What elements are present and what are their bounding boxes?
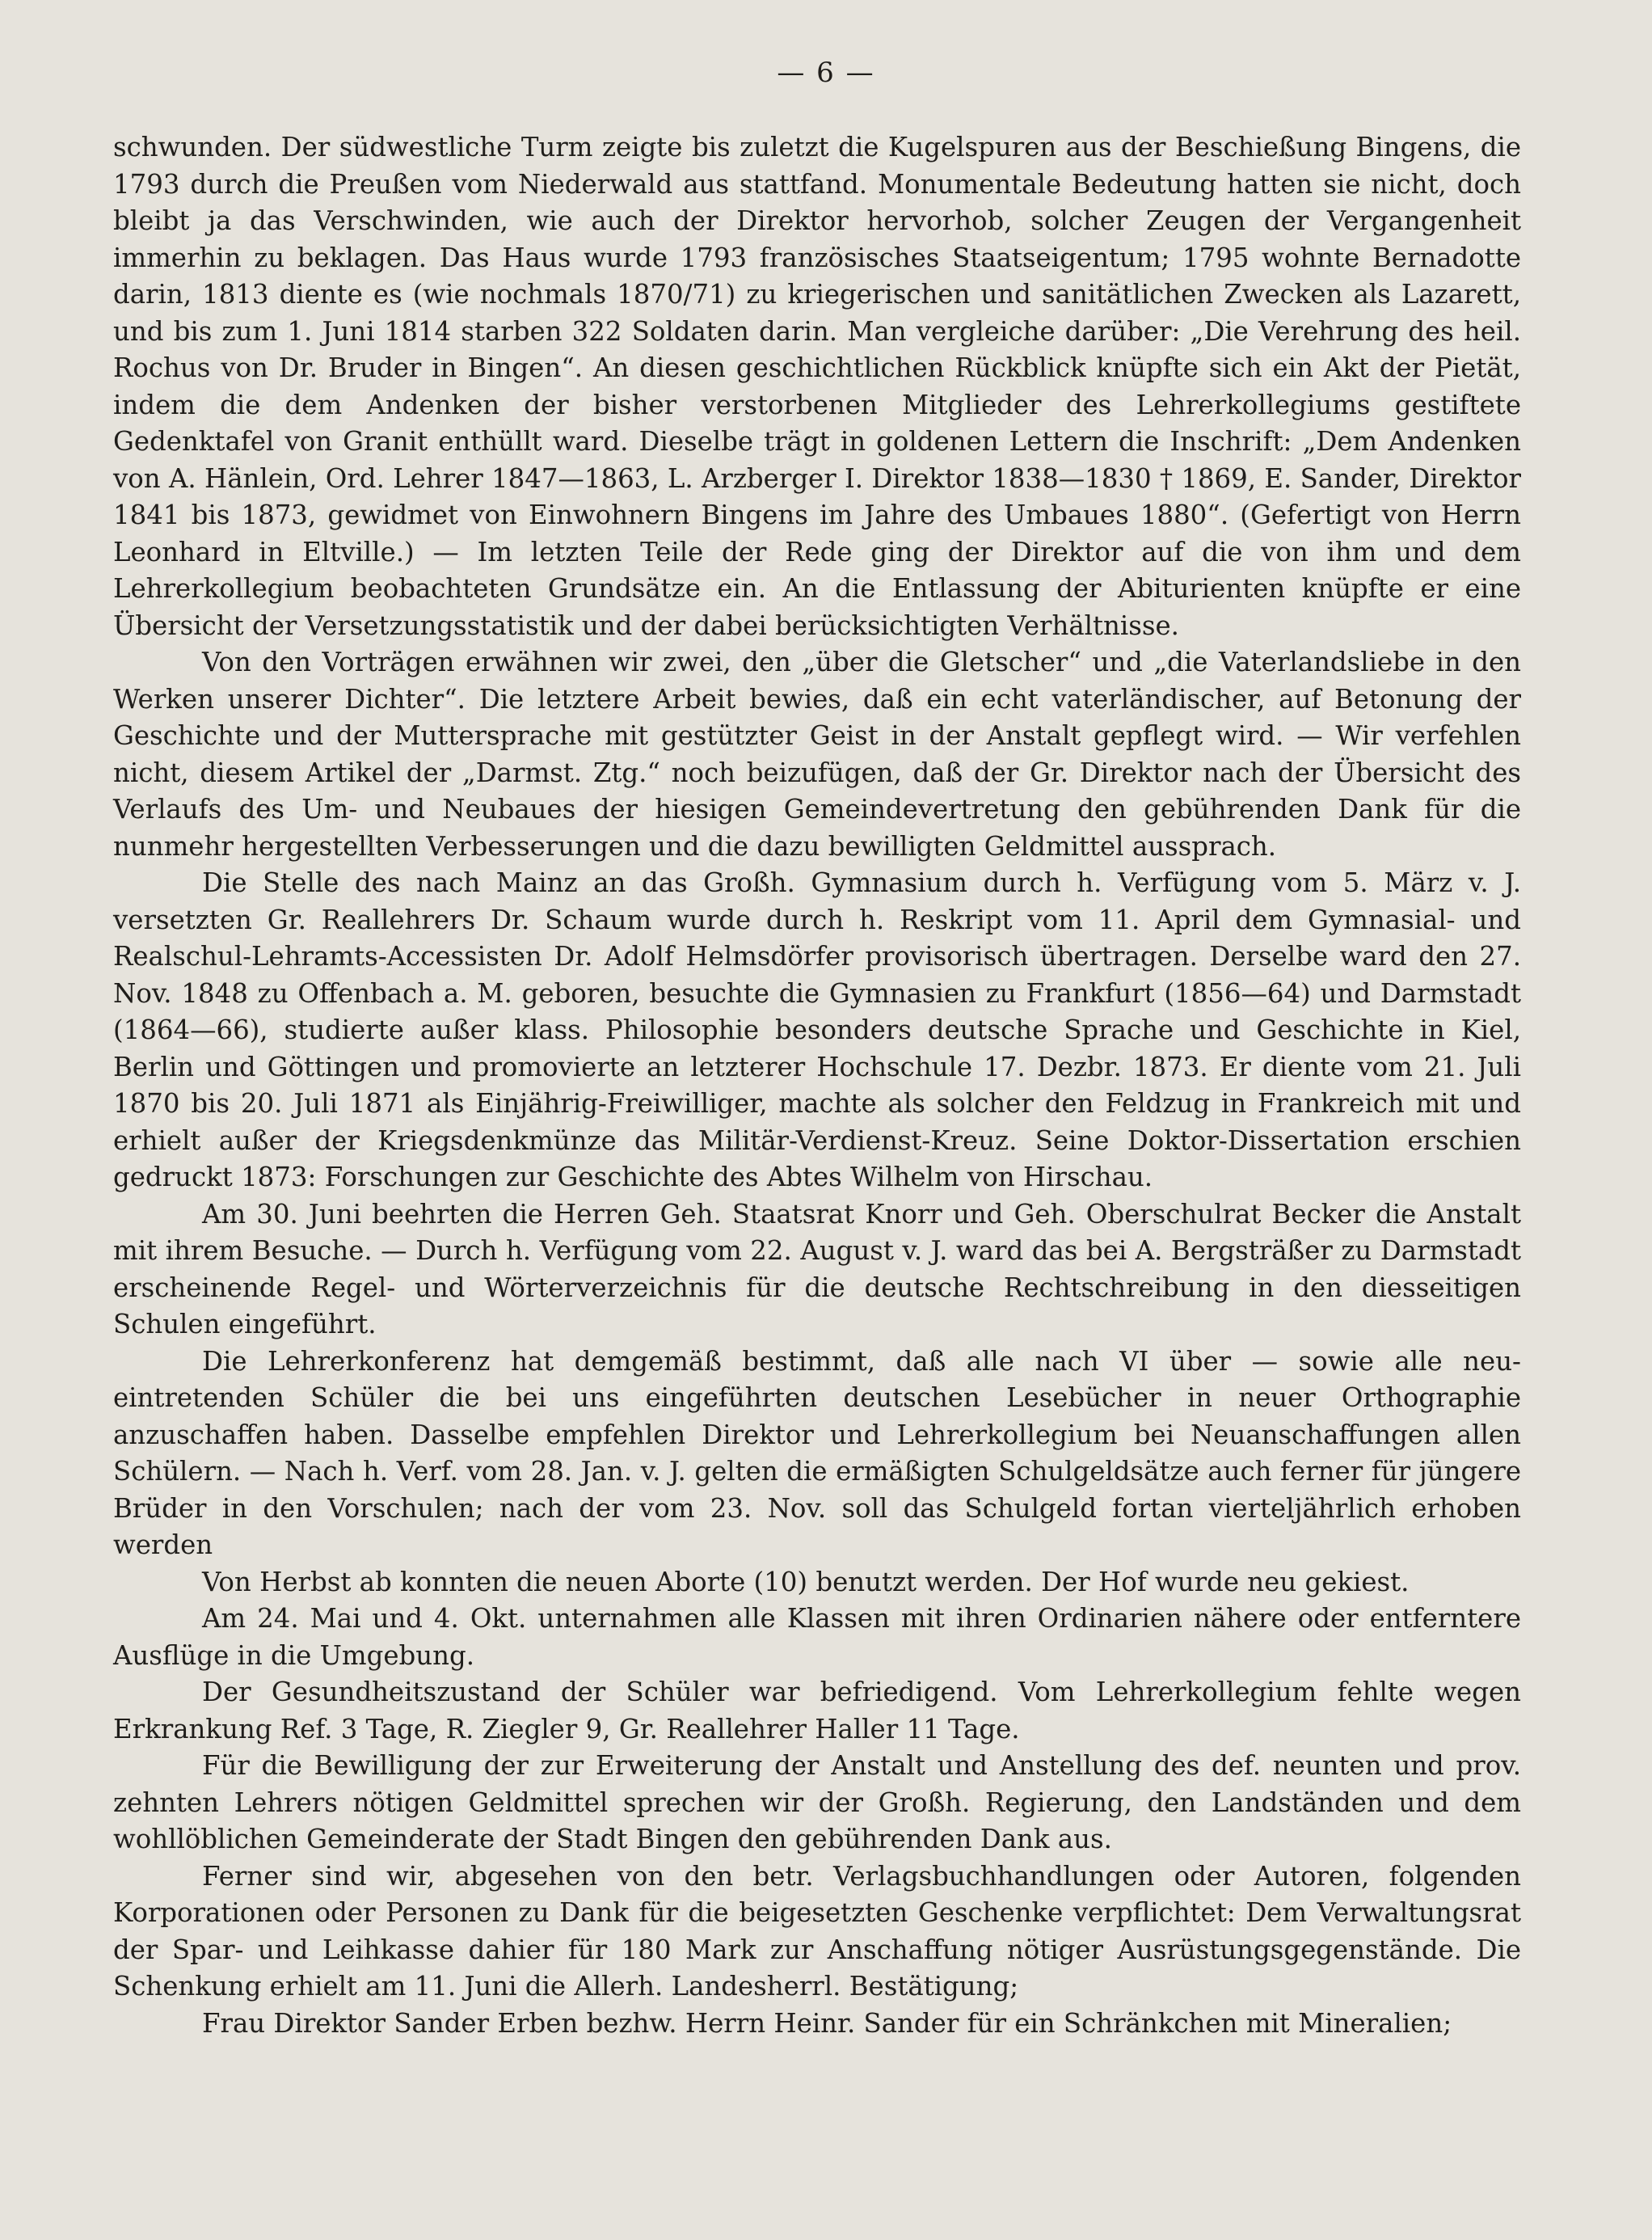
- paragraph-5: Die Lehrerkonferenz hat demgemäß bestimmt, daß alle nach VI über — sowie alle neu-eintretenden Schüler die bei uns eingeführten deutschen Lesebücher in neuer Orthographie anzuschaffen haben. Dasselbe empfehlen Direktor und Lehrerkollegium bei Neuanschaffungen allen Schülern. — Nach h. Verf. vom 28. Jan. v. J. gelten die ermäßigten Schulgeldsätze auch ferner für jüngere Brüder in den Vorschulen; nach der vom 23. Nov. soll das Schulgeld fortan vierteljährlich erhoben werden: [113, 1345, 1521, 1560]
- page-number: — 6 —: [777, 57, 875, 89]
- paragraph-1: schwunden. Der südwestliche Turm zeigte bis zuletzt die Kugelspuren aus der Beschießung Bingens, die 1793 durch die Preußen vom Niederwald aus stattfand. Monumentale Bedeutung hatten sie nicht, doch bleibt ja das Verschwinden, wie auch der Direktor hervorhob, solcher Zeugen der Vergangenheit immerhin zu beklagen. Das Haus wurde 1793 französisches Staatseigentum; 1795 wohnte Bernadotte darin, 1813 diente es (wie nochmals 1870/71) zu kriegerischen und sanitätlichen Zwecken als Lazarett, und bis zum 1. Juni 1814 starben 322 Soldaten darin. Man vergleiche darüber: „Die Verehrung des heil. Rochus von Dr. Bruder in Bingen“. An diesen geschichtlichen Rückblick knüpfte sich ein Akt der Pietät, indem die dem Andenken der bisher verstorbenen Mitglieder des Lehrerkollegiums gestiftete Gedenktafel von Granit enthüllt ward. Dieselbe trägt in goldenen Lettern die Inschrift: „Dem Andenken von A. Hänlein, Ord. Lehrer 1847—1863, L. Arzberger I. Direktor 1838—1830 † 1869, E. Sander, Direktor 1841 bis 1873, gewidmet von Einwohnern Bingens im Jahre des Umbaues 1880“. (Gefertigt von Herrn Leonhard in Eltville.) — Im letzten Teile der Rede ging der Direktor auf die von ihm und dem Lehrerkollegium beobachteten Grundsätze ein. An die Entlassung der Abiturienten knüpfte er eine Übersicht der Versetzungsstatistik und der dabei berücksichtigten Verhältnisse.: [113, 132, 1521, 641]
- paragraph-7: Am 24. Mai und 4. Okt. unternahmen alle Klassen mit ihren Ordinarien nähere oder entferntere Ausflüge in die Umgebung.: [113, 1603, 1521, 1671]
- paragraph-8: Der Gesundheitszustand der Schüler war befriedigend. Vom Lehrerkollegium fehlte wegen Erkrankung Ref. 3 Tage, R. Ziegler 9, Gr. Reallehrer Haller 11 Tage.: [113, 1677, 1521, 1744]
- body-text: [113, 129, 1521, 2042]
- paragraph-9: Für die Bewilligung der zur Erweiterung der Anstalt und Anstellung des def. neunten und prov. zehnten Lehrers nötigen Geldmittel sprechen wir der Großh. Regierung, den Landständen und dem wohllöblichen Gemeinderate der Stadt Bingen den gebührenden Dank aus.: [113, 1750, 1521, 1854]
- paragraph-4: Am 30. Juni beehrten die Herren Geh. Staatsrat Knorr und Geh. Oberschulrat Becker die Anstalt mit ihrem Besuche. — Durch h. Verfügung vom 22. August v. J. ward das bei A. Bergsträßer zu Darmstadt erscheinende Regel- und Wörterverzeichnis für die deutsche Rechtschreibung in den diesseitigen Schulen eingeführt.: [113, 1198, 1521, 1339]
- paragraph-6: Von Herbst ab konnten die neuen Aborte (10) benutzt werden. Der Hof wurde neu gekiest.: [202, 1566, 1410, 1597]
- paragraph-2: Von den Vorträgen erwähnen wir zwei, den „über die Gletscher“ und „die Vaterlandsliebe in den Werken unserer Dichter“. Die letztere Arbeit bewies, daß ein echt vaterländischer, auf Betonung der Geschichte und der Muttersprache mit gestützter Geist in der Anstalt gepflegt wird. — Wir verfehlen nicht, diesem Artikel der „Darmst. Ztg.“ noch beizufügen, daß der Gr. Direktor nach der Übersicht des Verlaufs des Um- und Neubaues der hiesigen Gemeindevertretung den gebührenden Dank für die nunmehr hergestellten Verbesserungen und die dazu bewilligten Geldmittel aussprach.: [113, 647, 1521, 862]
- paragraph-3: Die Stelle des nach Mainz an das Großh. Gymnasium durch h. Verfügung vom 5. März v. J. versetzten Gr. Reallehrers Dr. Schaum wurde durch h. Reskript vom 11. April dem Gymnasial- und Realschul-Lehramts-Accessisten Dr. Adolf Helmsdörfer provisorisch übertragen. Derselbe ward den 27. Nov. 1848 zu Offenbach a. M. geboren, besuchte die Gymnasien zu Frankfurt (1856—64) und Darmstadt (1864—66), studierte außer klass. Philosophie besonders deutsche Sprache und Geschichte in Kiel, Berlin und Göttingen und promovierte an letzterer Hochschule 17. Dezbr. 1873. Er diente vom 21. Juli 1870 bis 20. Juli 1871 als Einjährig-Freiwilliger, machte als solcher den Feldzug in Frankreich mit und erhielt außer der Kriegsdenkmünze das Militär-Verdienst-Kreuz. Seine Doktor-Dissertation erschien gedruckt 1873: Forschungen zur Geschichte des Abtes Wilhelm von Hirschau.: [113, 867, 1521, 1192]
- paragraph-10: Ferner sind wir, abgesehen von den betr. Verlagsbuchhandlungen oder Autoren, folgenden Korporationen oder Personen zu Dank für die beigesetzten Geschenke verpflichtet: Dem Verwaltungsrat der Spar- und Leihkasse dahier für 180 Mark zur Anschaffung nötiger Ausrüstungsgegenstände. Die Schenkung erhielt am 11. Juni die Allerh. Landesherrl. Bestätigung;: [113, 1860, 1521, 2002]
- paragraph-11: Frau Direktor Sander Erben bezhw. Herrn Heinr. Sander für ein Schränkchen mit Mineralien;: [202, 2007, 1452, 2039]
